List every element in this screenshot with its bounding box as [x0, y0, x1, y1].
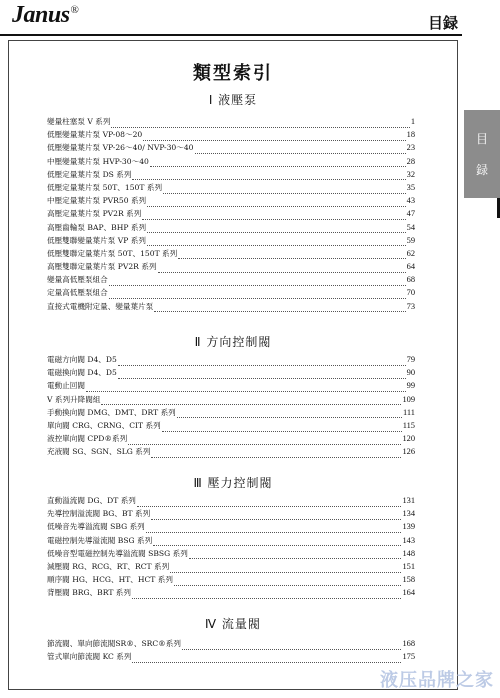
- toc-entry[interactable]: [47, 495, 415, 508]
- toc-entry-title: 單向閥 CRG、CRNG、CIT 系列: [47, 420, 161, 430]
- toc-entry[interactable]: [47, 535, 415, 548]
- toc-entry-title: V 系列升降閥組: [47, 394, 101, 404]
- toc-entry-title: 低壓定量葉片泵 50T、150T 系列: [47, 182, 163, 192]
- toc-entry-page: 109: [402, 394, 415, 404]
- dot-leader: [178, 253, 405, 259]
- toc-entry-page: 1: [410, 117, 415, 126]
- dot-leader: [158, 267, 406, 273]
- toc-entry-title: 低壓雙聯變量葉片泵 VP 系列: [47, 235, 146, 245]
- toc-entry-page: 70: [406, 288, 415, 298]
- toc-entry[interactable]: [47, 638, 415, 651]
- toc-entry[interactable]: [47, 248, 415, 261]
- toc-entry[interactable]: [47, 433, 415, 446]
- toc-entry-title: 低噪音先導溢流閥 SBG 系列: [47, 522, 145, 532]
- toc-list: [47, 116, 415, 314]
- janus-logo: [12, 2, 78, 29]
- toc-entry[interactable]: [47, 129, 415, 142]
- toc-entry[interactable]: [47, 561, 415, 574]
- toc-entry-title: 中壓定量葉片泵 PVR50 系列: [47, 196, 147, 206]
- dot-leader: [174, 580, 401, 586]
- toc-entry-title: 低壓雙聯定量葉片泵 50T、150T 系列: [47, 248, 178, 258]
- toc-entry[interactable]: [47, 116, 415, 129]
- dot-leader: [111, 122, 409, 128]
- toc-entry-page: 158: [402, 575, 415, 585]
- toc-entry-title: 直接式電機附定量、變量葉片泵: [47, 301, 154, 311]
- toc-list: [47, 638, 415, 664]
- toc-entry[interactable]: [47, 367, 415, 380]
- toc-entry-title: 低壓變量葉片泵 VP-26～40/ NVP-30～40: [47, 143, 194, 153]
- toc-entry-page: 151: [402, 561, 415, 571]
- toc-entry-page: 168: [402, 639, 415, 648]
- toc-entry-page: 134: [402, 509, 415, 519]
- dot-leader: [146, 527, 402, 533]
- section-heading: Ⅱ 方向控制閥: [194, 335, 272, 349]
- dot-leader: [151, 514, 401, 520]
- toc-entry[interactable]: [47, 222, 415, 235]
- toc-entry-page: 139: [402, 522, 415, 532]
- toc-entry[interactable]: [47, 548, 415, 561]
- toc-entry-page: 126: [402, 447, 415, 457]
- toc-entry-title: 變量柱塞泵 V 系列: [47, 117, 111, 126]
- dot-leader: [147, 227, 406, 233]
- toc-entry-title: 電磁換向閥 D4、D5: [47, 368, 117, 378]
- toc-entry-title: 高壓雙聯定量葉片泵 PV2R 系列: [47, 262, 157, 272]
- toc-entry[interactable]: [47, 261, 415, 274]
- toc-entry-title: 背壓閥 BRG、BRT 系列: [47, 588, 131, 598]
- dot-leader: [189, 553, 402, 559]
- toc-entry-title: 減壓閥 RG、RCG、RT、RCT 系列: [47, 561, 170, 571]
- dot-leader: [118, 360, 406, 366]
- section-heading: Ⅰ 液壓泵: [208, 93, 258, 107]
- dot-leader: [177, 412, 402, 418]
- toc-entry[interactable]: [47, 287, 415, 300]
- content-frame: [8, 40, 458, 690]
- toc-entry-title: 順序閥 HG、HCG、HT、HCT 系列: [47, 575, 173, 585]
- toc-entry[interactable]: [47, 182, 415, 195]
- toc-entry-title: 先導控制溢流閥 BG、BT 系列: [47, 509, 151, 519]
- dot-leader: [147, 240, 406, 246]
- toc-entry[interactable]: [47, 587, 415, 600]
- dot-leader: [128, 439, 401, 445]
- toc-entry-page: 32: [406, 169, 415, 179]
- dot-leader: [182, 644, 401, 650]
- toc-entry-page: 35: [406, 182, 415, 192]
- dot-leader: [132, 657, 401, 663]
- dot-leader: [151, 452, 401, 458]
- toc-entry[interactable]: [47, 380, 415, 393]
- dot-leader: [154, 306, 405, 312]
- logo-text: Janus: [12, 2, 70, 28]
- toc-entry-page: 62: [406, 248, 415, 258]
- toc-entry[interactable]: [47, 274, 415, 287]
- toc-entry-page: 164: [402, 588, 415, 598]
- toc-entry-title: 變量高低壓泵組合: [47, 275, 108, 285]
- toc-entry-page: 115: [402, 420, 415, 430]
- dot-leader: [101, 399, 401, 405]
- toc-entry[interactable]: [47, 142, 415, 155]
- toc-entry[interactable]: [47, 521, 415, 534]
- toc-entry-page: 73: [406, 301, 415, 311]
- watermark: 液压品牌之家: [380, 670, 494, 691]
- toc-entry-title: 低噪音型電磁控制先導溢流閥 SBSG 系列: [47, 548, 188, 558]
- dot-leader: [143, 135, 405, 141]
- toc-entry[interactable]: [47, 235, 415, 248]
- registered-mark: ®: [70, 4, 79, 16]
- toc-entry-page: 68: [406, 275, 415, 285]
- dot-leader: [118, 373, 406, 379]
- toc-entry[interactable]: [47, 208, 415, 221]
- toc-entry-page: 47: [406, 209, 415, 219]
- header-title: 目録: [427, 14, 458, 32]
- page-title: 類型索引: [193, 63, 273, 84]
- toc-entry-page: 111: [403, 407, 415, 417]
- dot-leader: [86, 386, 406, 392]
- toc-entry-page: 79: [406, 355, 415, 364]
- toc-entry[interactable]: [47, 195, 415, 208]
- toc-entry[interactable]: [47, 508, 415, 521]
- dot-leader: [142, 214, 405, 220]
- dot-leader: [195, 148, 406, 154]
- toc-entry[interactable]: [47, 394, 415, 407]
- toc-entry[interactable]: [47, 407, 415, 420]
- toc-entry[interactable]: [47, 301, 415, 314]
- dot-leader: [163, 188, 406, 194]
- toc-entry-page: 175: [402, 652, 415, 662]
- dot-leader: [132, 174, 405, 180]
- toc-entry-page: 59: [406, 235, 415, 245]
- toc-entry[interactable]: [47, 156, 415, 169]
- toc-entry[interactable]: [47, 651, 415, 664]
- toc-list: [47, 354, 415, 460]
- toc-entry-page: 28: [406, 156, 415, 166]
- toc-entry-page: 18: [406, 130, 415, 140]
- dot-leader: [132, 593, 401, 599]
- dot-leader: [150, 161, 406, 167]
- toc-entry-title: 液控單向閥 CPD®系列: [47, 434, 128, 444]
- toc-entry-title: 高壓定量葉片泵 PV2R 系列: [47, 209, 142, 219]
- toc-entry-page: 131: [402, 496, 415, 505]
- toc-entry[interactable]: [47, 446, 415, 459]
- toc-entry-page: 120: [402, 434, 415, 444]
- toc-entry-title: 定量高低壓泵組合: [47, 288, 108, 298]
- toc-entry-title: 電磁控制先導溢流閥 BSG 系列: [47, 535, 153, 545]
- toc-entry-title: 低壓變量葉片泵 VP-08～20: [47, 130, 143, 140]
- toc-entry-page: 43: [406, 196, 415, 206]
- side-tab[interactable]: [464, 110, 500, 198]
- dot-leader: [162, 426, 402, 432]
- side-tab-char-1: 目: [475, 132, 488, 146]
- toc-entry-page: 23: [406, 143, 415, 153]
- toc-entry[interactable]: [47, 420, 415, 433]
- toc-entry-title: 高壓齒輪泵 BAP、BHP 系列: [47, 222, 147, 232]
- toc-entry-page: 148: [402, 548, 415, 558]
- toc-entry[interactable]: [47, 169, 415, 182]
- toc-entry-title: 電動止回閥: [47, 381, 85, 391]
- dot-leader: [137, 501, 402, 507]
- toc-list: [47, 495, 415, 601]
- toc-entry-title: 節流閥、單向節流閥SR®、SRC®系列: [47, 639, 181, 648]
- toc-entry[interactable]: [47, 574, 415, 587]
- side-tab-char-2: 録: [475, 163, 488, 177]
- toc-entry-title: 充液閥 SG、SGN、SLG 系列: [47, 447, 151, 457]
- toc-entry-title: 低壓定量葉片泵 DS 系列: [47, 169, 132, 179]
- toc-entry-page: 54: [406, 222, 415, 232]
- section-heading: Ⅲ 壓力控制閥: [193, 476, 273, 490]
- toc-entry-title: 電磁方向閥 D4、D5: [47, 355, 117, 364]
- toc-entry-page: 64: [406, 262, 415, 272]
- toc-entry-page: 143: [402, 535, 415, 545]
- toc-entry[interactable]: [47, 354, 415, 367]
- dot-leader: [153, 540, 401, 546]
- dot-leader: [109, 280, 406, 286]
- dot-leader: [170, 567, 401, 573]
- toc-entry-page: 99: [406, 381, 415, 391]
- toc-entry-title: 直動溢流閥 DG、DT 系列: [47, 496, 136, 505]
- toc-entry-title: 手動換向閥 DMG、DMT、DRT 系列: [47, 407, 176, 417]
- dot-leader: [147, 201, 405, 207]
- dot-leader: [109, 293, 406, 299]
- toc-entry-title: 管式單向節流閥 KC 系列: [47, 652, 132, 662]
- header-rule: [0, 34, 462, 36]
- toc-entry-page: 90: [406, 368, 415, 378]
- section-heading: Ⅳ 流量閥: [205, 617, 261, 631]
- toc-entry-title: 中壓變量葉片泵 HVP-30～40: [47, 156, 149, 166]
